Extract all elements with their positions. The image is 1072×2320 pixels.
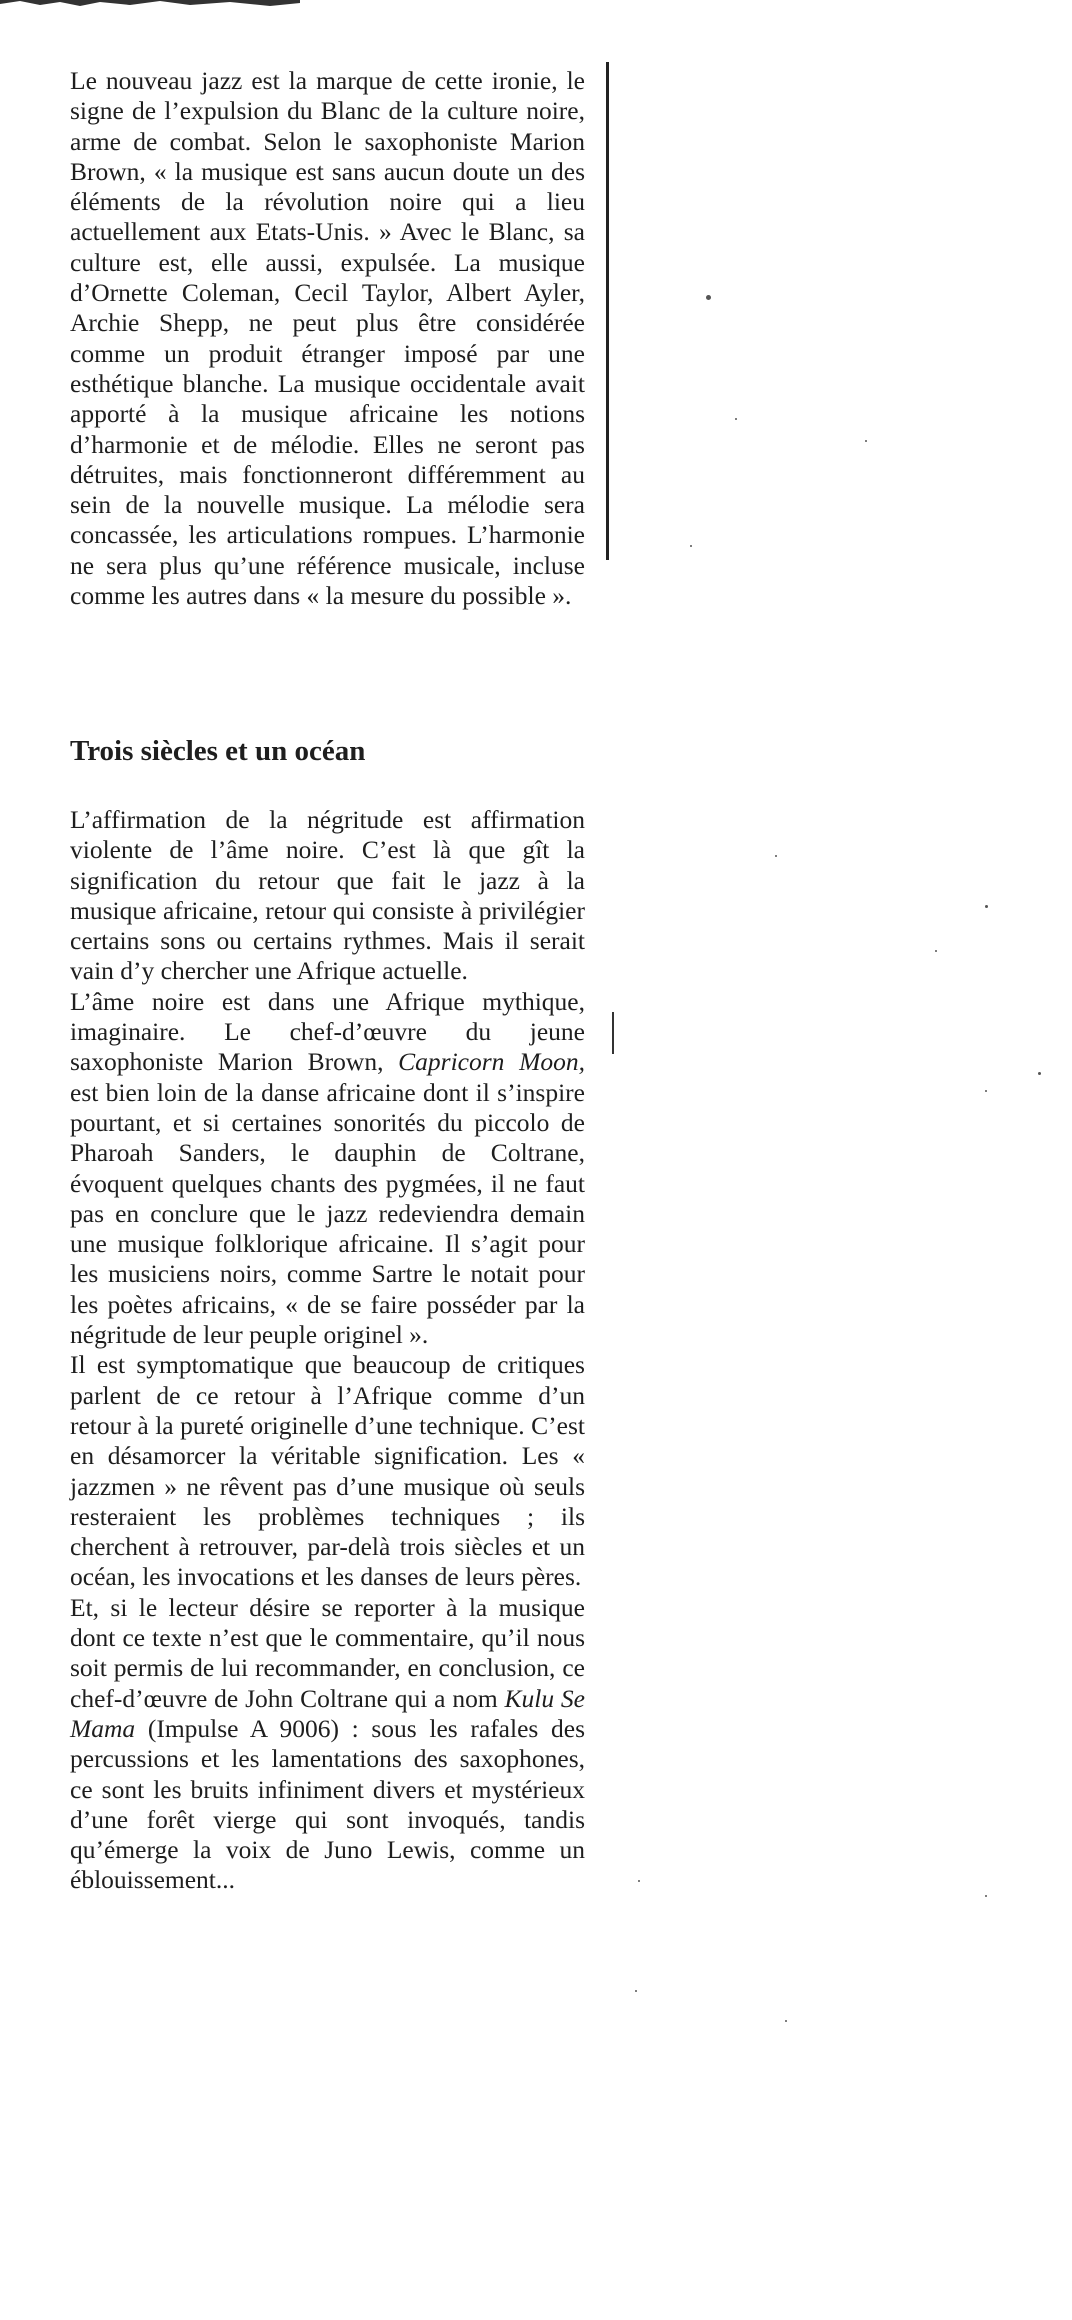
article-column-bottom	[70, 805, 585, 1896]
scan-speck	[985, 1895, 987, 1897]
paragraph-recommendation-end: (Impulse A 9006) : sous les rafales des percussions et les lamentations des saxophones, ce sont les bruits infiniment divers et mystérieux d’une forêt vierge qui sont invoqués, tandis qu’émerge la voix de Juno Lewis, comme un éblouissement...	[70, 1713, 585, 1895]
paragraph-new-jazz-irony: Le nouveau jazz est la marque de cette ironie, le signe de l’expulsion du Blanc de la culture noire, arme de combat. Selon le saxophoniste Marion Brown, « la musique est sans aucun doute un des éléments de la révolution noire qui a lieu actuellement aux Etats-Unis. » Avec le Blanc, sa culture est, elle aussi, expulsée. La musique d’Ornette Coleman, Cecil Taylor, Albert Ayler, Archie Shepp, ne peut plus être considérée comme un produit étranger imposé par une esthétique blanche. La musique occidentale avait apporté à la musique africaine les notions d’harmonie et de mélodie. Elles ne seront pas détruites, mais fonctionneront différemment au sein de la nouvelle musique. La mélodie sera concassée, les articulations rompues. L’harmonie ne sera plus qu’une référence musicale, incluse comme les autres dans « la mesure du possible ».	[70, 66, 585, 611]
margin-mark	[612, 1012, 614, 1054]
paragraph-mythic-africa-start: L’âme noire est dans une Afrique mythique, imaginaire. Le chef-d’œuvre du jeune saxophoniste Marion Brown,	[70, 986, 585, 1077]
paragraph-critics: Il est symptomatique que beaucoup de critiques parlent de ce retour à l’Afrique comme d’un retour à la pureté originelle d’une technique. C’est en désamorcer la véritable signification. Les « jazzmen » ne rêvent pas d’une musique où seuls resteraient les problèmes techniques ; ils cherchent à retrouver, par-delà trois siècles et un océan, les invocations et les danses de leurs pères.	[70, 1350, 585, 1592]
section-heading: Trois siècles et un océan	[70, 735, 366, 767]
scan-speck	[690, 545, 692, 547]
scan-speck	[935, 950, 937, 952]
scan-edge-smudge	[0, 0, 300, 8]
album-title-capricorn-moon: Capricorn Moon,	[398, 1047, 585, 1077]
scan-speck	[985, 1090, 987, 1092]
paragraph-recommendation	[70, 1593, 585, 1896]
column-rule	[606, 62, 609, 560]
scan-speck	[785, 2020, 787, 2022]
scan-speck	[865, 440, 867, 442]
scan-speck	[1038, 1072, 1041, 1075]
article-column-top	[70, 66, 585, 611]
paragraph-mythic-africa	[70, 987, 585, 1351]
scan-speck	[735, 418, 737, 420]
paragraph-mythic-africa-end: est bien loin de la danse africaine dont il s’inspire pourtant, et si certaines sonorités du piccolo de Pharoah Sanders, le dauphin de Coltrane, évoquent quelques chants des pygmées, il ne faut pas en conclure que le jazz redeviendra demain une musique folklorique africaine. Il s’agit pour les musiciens noirs, comme Sartre le notait pour les poètes africains, « de se faire posséder par la négritude de leur peuple originel ».	[70, 1077, 585, 1350]
paragraph-negritude: L’affirmation de la négritude est affirmation violente de l’âme noire. C’est là que gît la signification du retour que fait le jazz à la musique africaine, retour qui consiste à privilégier certains sons ou certains rythmes. Mais il serait vain d’y chercher une Afrique actuelle.	[70, 805, 585, 986]
scan-speck	[706, 295, 711, 300]
scan-speck	[985, 905, 988, 908]
scan-speck	[638, 1880, 640, 1882]
scan-speck	[635, 1990, 637, 1992]
scan-speck	[775, 855, 777, 857]
album-title-kulu-se-mama: Kulu Se Mama	[70, 1683, 585, 1743]
paragraph-recommendation-start: Et, si le lecteur désire se reporter à la musique dont ce texte n’est que le commentaire, qu’il nous soit permis de lui recommander, en conclusion, ce chef-d’œuvre de John Coltrane qui a nom	[70, 1592, 585, 1713]
